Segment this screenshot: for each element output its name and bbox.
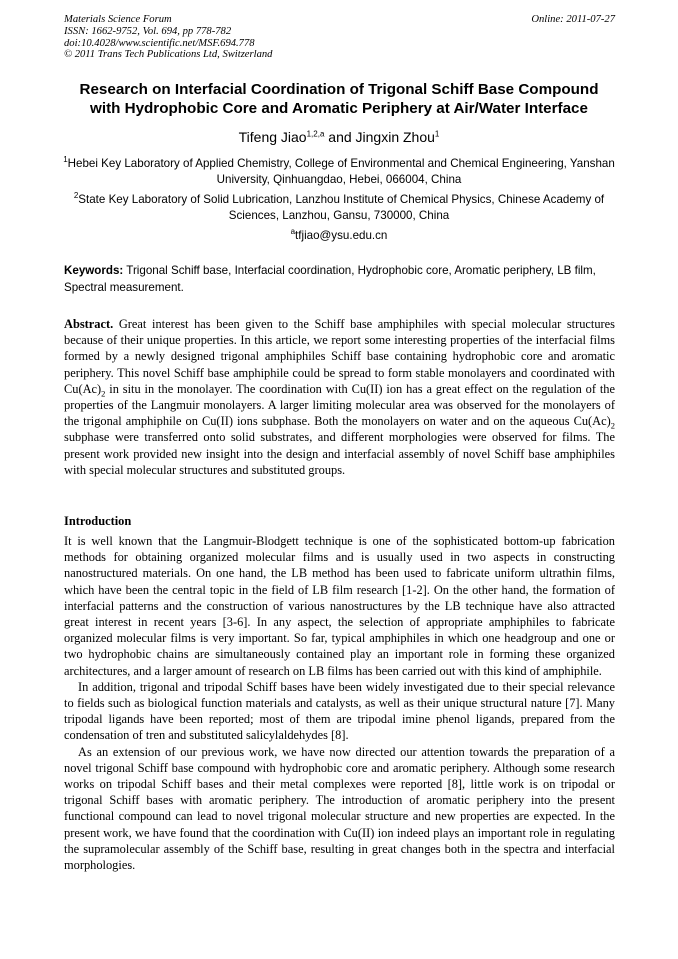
keywords-text: Trigonal Schiff base, Interfacial coordination, Hydrophobic core, Aromatic periphery, LB film, Spectral measurement. (64, 264, 596, 294)
introduction-section (64, 533, 615, 873)
affiliation-1-marker: 1 (63, 155, 68, 165)
keywords-label: Keywords: (64, 264, 124, 277)
abstract-subscript-1: 2 (101, 388, 106, 399)
author-line (50, 128, 628, 146)
author-2-superscript: 1 (434, 129, 440, 139)
title-line-2: with Hydrophobic Core and Aromatic Periphery at Air/Water Interface (90, 100, 588, 117)
author-joiner: and (324, 129, 356, 145)
issn-line: ISSN: 1662-9752, Vol. 694, pp 778-782 (64, 25, 232, 37)
doi-line: doi:10.4028/www.scientific.net/MSF.694.778 (64, 37, 255, 49)
journal-header (64, 14, 615, 61)
copyright-line: © 2011 Trans Tech Publications Ltd, Switzerland (64, 49, 273, 61)
email-address[interactable]: tfjiao@ysu.edu.cn (295, 229, 388, 242)
paper-title (50, 80, 628, 118)
affiliation-2 (56, 192, 622, 224)
affiliation-2-text: State Key Laboratory of Solid Lubrication, Lanzhou Institute of Chemical Physics, Chinese Academy of Sciences, Lanzhou, Gansu, 730000, China (78, 193, 605, 222)
online-date: Online: 2011-07-27 (531, 14, 615, 25)
keywords-section (64, 263, 615, 296)
affiliation-1-text: Hebei Key Laboratory of Applied Chemistry, College of Environmental and Chemical Engineering, Yanshan University, Qinhuangdao, Hebei, 066004, China (67, 157, 615, 186)
intro-paragraph-3: As an extension of our previous work, we have now directed our attention towards the preparation of a novel trigonal Schiff base compound with hydrophobic core and aromatic periphery. Although some research works on tripodal Schiff bases and their metal complexes were reported [8], little work is on tripodal or trigonal Schiff bases with aromatic periphery. The introduction of aromatic periphery into the present functional compound can lead to novel trigonal molecular structure and new properties are expected. In the present work, we have found that the coordination with Cu(II) ion indeed plays an important role in regulating the supramolecular assembly of the Schiff base, resulting in great changes both in the spectra and interfacial morphologies. (64, 744, 615, 873)
abstract-subscript-2: 2 (610, 420, 615, 431)
author-2: Jingxin Zhou (355, 129, 435, 145)
abstract-text-part-3: subphase were transferred onto solid substrates, and different morphologies were observed for films. The present work provided new insight into the design and interfacial assembly of novel Schiff base amphiphiles with special molecular structures and substituted groups. (64, 430, 615, 477)
intro-paragraph-1: It is well known that the Langmuir-Blodgett technique is one of the sophisticated bottom-up fabrication methods for obtaining organized molecular films and is usually used in two aspects in constructing nanostructured materials. On one hand, the LB method has been used to fabricate uniform ultrathin films, which have been the central topic in the field of LB film research [1-2]. On the other hand, the formation of interfacial patterns and the construction of various nanostructures by the LB technique have also attracted great interest in recent years [3-6]. In any aspect, the selection of appropriate amphiphiles to fabricate organized molecular films is very important. So far, typical amphiphiles in which one headgroup and one or two hydrophobic chains are simultaneously contained play an important role in forming these organized architectures, and a larger amount of research on LB films has been carried out with this kind of amphiphile. (64, 534, 615, 678)
journal-name: Materials Science Forum (64, 14, 172, 25)
author-1: Tifeng Jiao (238, 129, 307, 145)
abstract-label: Abstract. (64, 317, 114, 331)
contact-email (50, 228, 628, 244)
abstract-text-part-2: in situ in the monolayer. The coordination with Cu(II) ion has a great effect on the regulation of the properties of the Langmuir monolayers. A larger limiting molecular area was observed for the monolayers of the trigonal amphiphile on Cu(II) ions subphase. Both the monolayers on water and on the aqueous Cu(Ac) (64, 381, 615, 429)
email-marker: a (290, 227, 296, 237)
abstract-section (64, 316, 615, 478)
intro-paragraph-2: In addition, trigonal and tripodal Schiff bases have been widely investigated due to their special relevance to fields such as biological function materials and catalysts, as well as their unique structural nature [7]. Many tripodal ligands have been reported; most of them are tripodal imine phenol ligands, prepared from the condensation of tren and substituted salicylaldehydes [8]. (64, 679, 615, 743)
introduction-heading: Introduction (64, 514, 132, 528)
affiliation-1 (56, 156, 622, 188)
affiliation-2-marker: 2 (73, 191, 79, 201)
author-1-superscript: 1,2,a (306, 129, 325, 139)
abstract-text-part-1: Great interest has been given to the Schiff base amphiphiles with special molecular structures because of their unique properties. In this article, we report some interesting properties of the interfacial films formed by a newly designed trigonal amphiphiles Schiff base containing hydrophobic core and aromatic periphery. This novel Schiff base amphiphile could be spread to form stable monolayers and coordinated with Cu(Ac) (64, 317, 615, 396)
title-line-1: Research on Interfacial Coordination of Trigonal Schiff Base Compound (79, 81, 599, 98)
